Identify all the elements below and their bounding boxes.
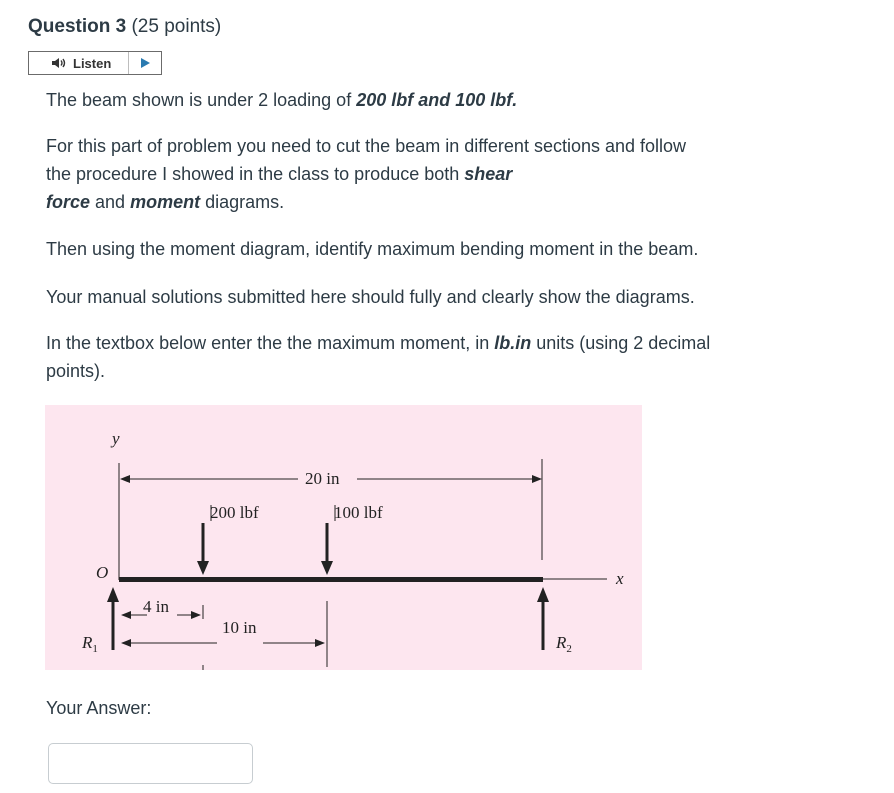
p2-force: force xyxy=(46,192,91,212)
listen-label: Listen xyxy=(73,55,112,71)
y-axis-label: y xyxy=(112,429,120,448)
load1-label: 200 lbf xyxy=(210,503,259,522)
dim2-label: 10 in xyxy=(222,618,257,637)
p2-diagrams: diagrams. xyxy=(200,192,285,212)
span-label: 20 in xyxy=(305,469,340,488)
p2-line1: For this part of problem you need to cut the beam in different sections and follow xyxy=(46,136,687,156)
x-axis-label: x xyxy=(616,569,624,588)
p2-and: and xyxy=(90,192,131,212)
paragraph-loading xyxy=(46,86,806,114)
p2-moment: moment xyxy=(130,192,201,212)
beam-diagram xyxy=(45,405,642,670)
p5-suffix: units (using 2 decimal xyxy=(531,333,711,353)
dim1-label: 4 in xyxy=(143,597,169,616)
paragraph-manual-solutions: Your manual solutions submitted here should fully and clearly show the diagrams. xyxy=(46,287,695,307)
speaker-icon xyxy=(51,57,67,69)
p5-line2: points). xyxy=(46,361,106,381)
p5-units: lb.in xyxy=(494,333,532,353)
beam xyxy=(119,577,543,582)
play-button[interactable] xyxy=(129,52,161,74)
p1-emphasis: 200 lbf and 100 lbf. xyxy=(356,90,518,110)
paragraph-max-moment: Then using the moment diagram, identify maximum bending moment in the beam. xyxy=(46,239,699,259)
figure-background xyxy=(45,405,642,670)
p1-text: The beam shown is under 2 loading of xyxy=(46,90,357,110)
answer-input[interactable] xyxy=(48,743,253,784)
question-header xyxy=(28,16,221,38)
load2-label: 100 lbf xyxy=(334,503,383,522)
play-icon xyxy=(139,57,151,69)
listen-widget xyxy=(28,51,162,75)
paragraph-textbox-instructions xyxy=(46,329,806,385)
question-points: (25 points) xyxy=(131,16,222,37)
origin-label: O xyxy=(96,563,109,582)
p2-line2: the procedure I showed in the class to produce both xyxy=(46,164,465,184)
question-title: Question 3 xyxy=(28,16,127,37)
answer-label: Your Answer: xyxy=(46,698,152,718)
paragraph-procedure xyxy=(46,132,806,216)
p5-text: In the textbox below enter the the maximum moment, in xyxy=(46,333,495,353)
r1-label: $R_1$ xyxy=(82,633,98,655)
listen-button[interactable] xyxy=(29,52,129,74)
p2-shear: shear xyxy=(464,164,513,184)
r2-label: $R_2$ xyxy=(556,633,572,655)
